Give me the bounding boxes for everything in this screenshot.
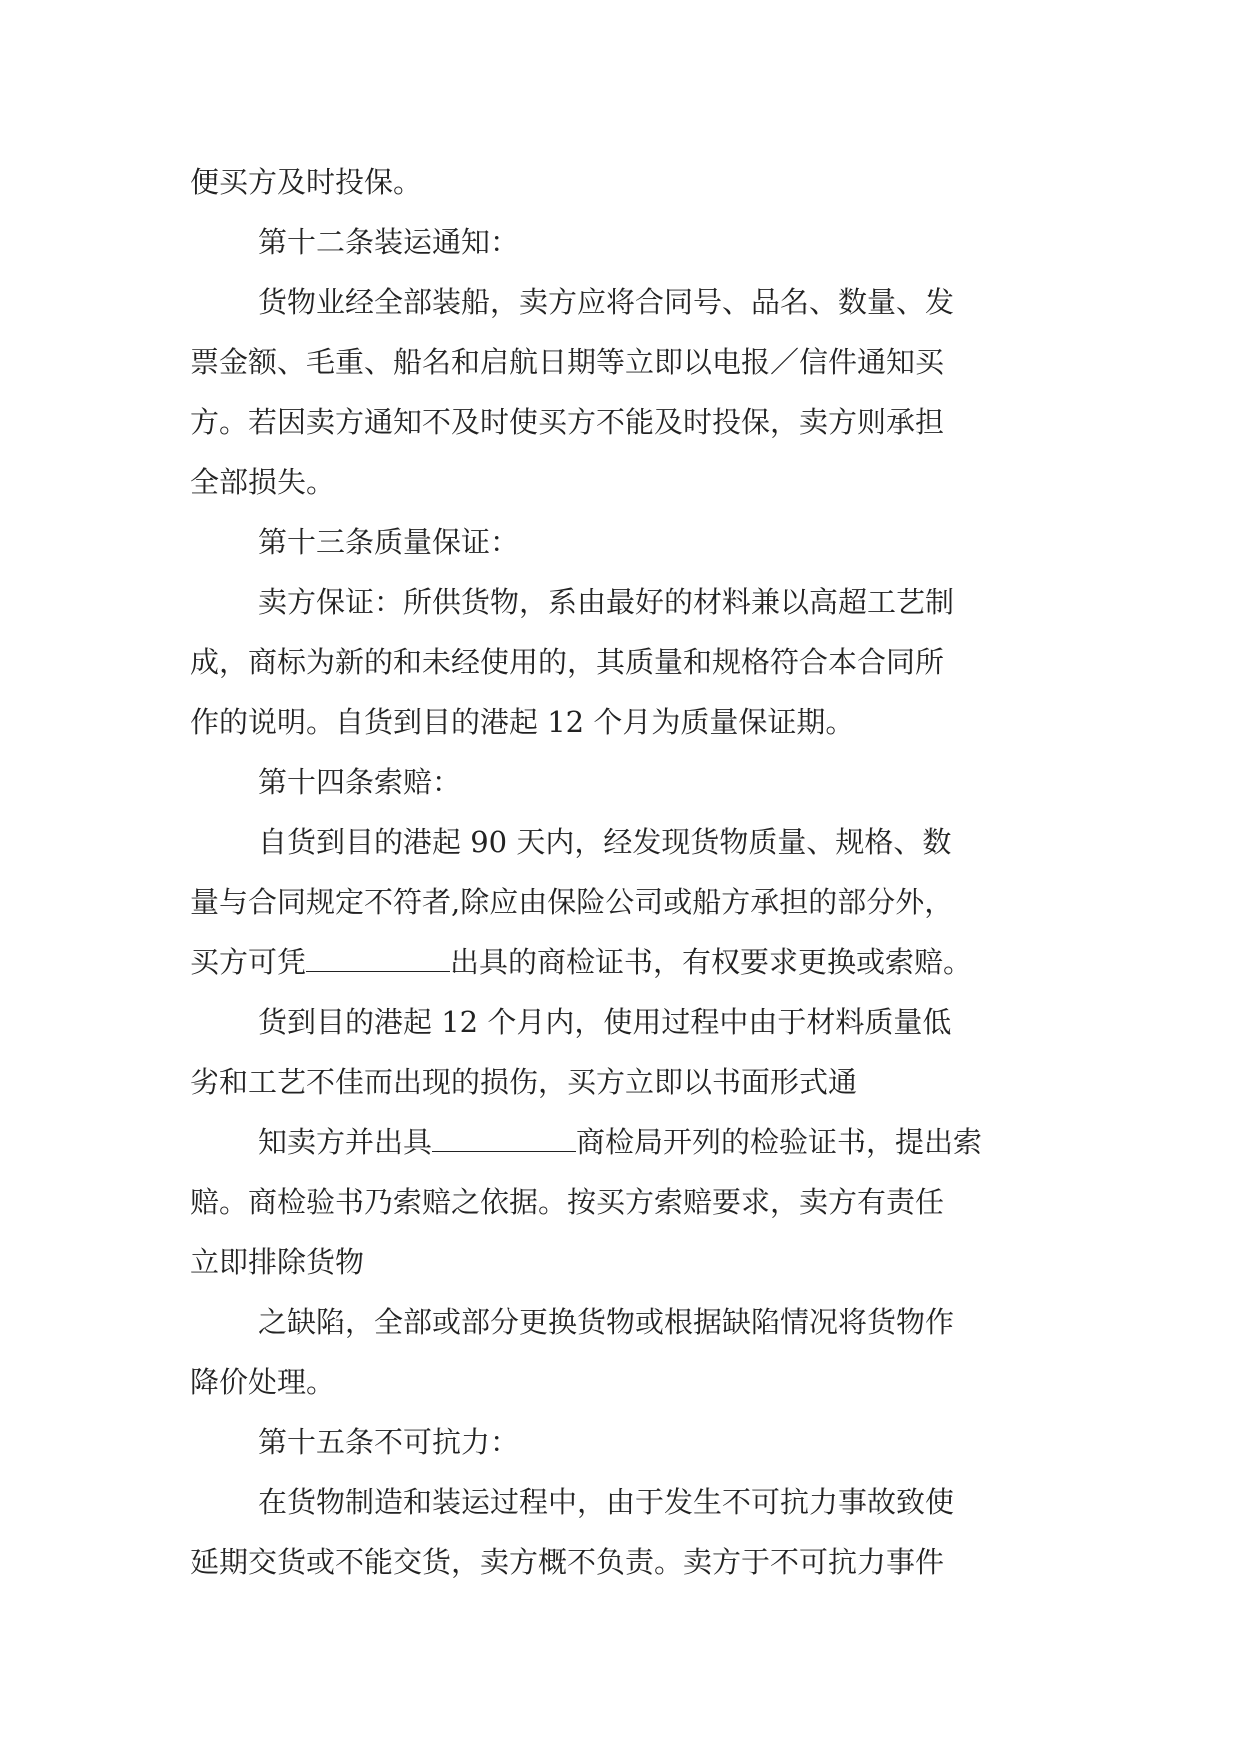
text-line: 成，商标为新的和未经使用的，其质量和规格符合本合同所 [190, 645, 945, 679]
text-line: 量与合同规定不符者,除应由保险公司或船方承担的部分外， [190, 885, 954, 919]
clause-12-heading: 第十二条装运通知： [258, 225, 520, 259]
document-body [190, 157, 1070, 1597]
text-line: 赔。商检验书乃索赔之依据。按买方索赔要求，卖方有责任 [190, 1185, 945, 1219]
text-segment: 出具的商检证书，有权要求更换或索赔。 [450, 945, 973, 979]
fill-in-blank [432, 1121, 576, 1152]
text-line: 立即排除货物 [190, 1245, 365, 1279]
clause-14-heading: 第十四条索赔： [258, 765, 462, 799]
text-line: 卖方保证：所供货物，系由最好的材料兼以高超工艺制 [258, 585, 955, 619]
text-line: 票金额、毛重、船名和启航日期等立即以电报／信件通知买 [190, 345, 945, 379]
text-line: 降价处理。 [190, 1365, 336, 1399]
text-line: 延期交货或不能交货，卖方概不负责。卖方于不可抗力事件 [190, 1545, 945, 1579]
text-line: 货到目的港起 12 个月内，使用过程中由于材料质量低 [258, 1005, 952, 1039]
text-line: 货物业经全部装船，卖方应将合同号、品名、数量、发 [258, 285, 955, 319]
text-line: 全部损失。 [190, 465, 336, 499]
text-line: 之缺陷，全部或部分更换货物或根据缺陷情况将货物作 [258, 1305, 955, 1339]
text-line-with-blank [190, 937, 1070, 997]
text-line-with-blank [190, 1117, 1070, 1177]
clause-13-heading: 第十三条质量保证： [258, 525, 520, 559]
text-line: 劣和工艺不佳而出现的损伤，买方立即以书面形式通 [190, 1065, 858, 1099]
text-line: 方。若因卖方通知不及时使买方不能及时投保，卖方则承担 [190, 405, 945, 439]
text-line: 自货到目的港起 90 天内，经发现货物质量、规格、数 [258, 825, 952, 859]
text-line: 作的说明。自货到目的港起 12 个月为质量保证期。 [190, 705, 855, 739]
text-line: 便买方及时投保。 [190, 165, 423, 199]
text-line: 在货物制造和装运过程中，由于发生不可抗力事故致使 [258, 1485, 955, 1519]
fill-in-blank [306, 941, 450, 972]
text-segment: 买方可凭 [190, 945, 307, 979]
text-segment: 知卖方并出具 [258, 1125, 433, 1159]
text-segment: 商检局开列的检验证书，提出索 [576, 1125, 983, 1159]
clause-15-heading: 第十五条不可抗力： [258, 1425, 520, 1459]
